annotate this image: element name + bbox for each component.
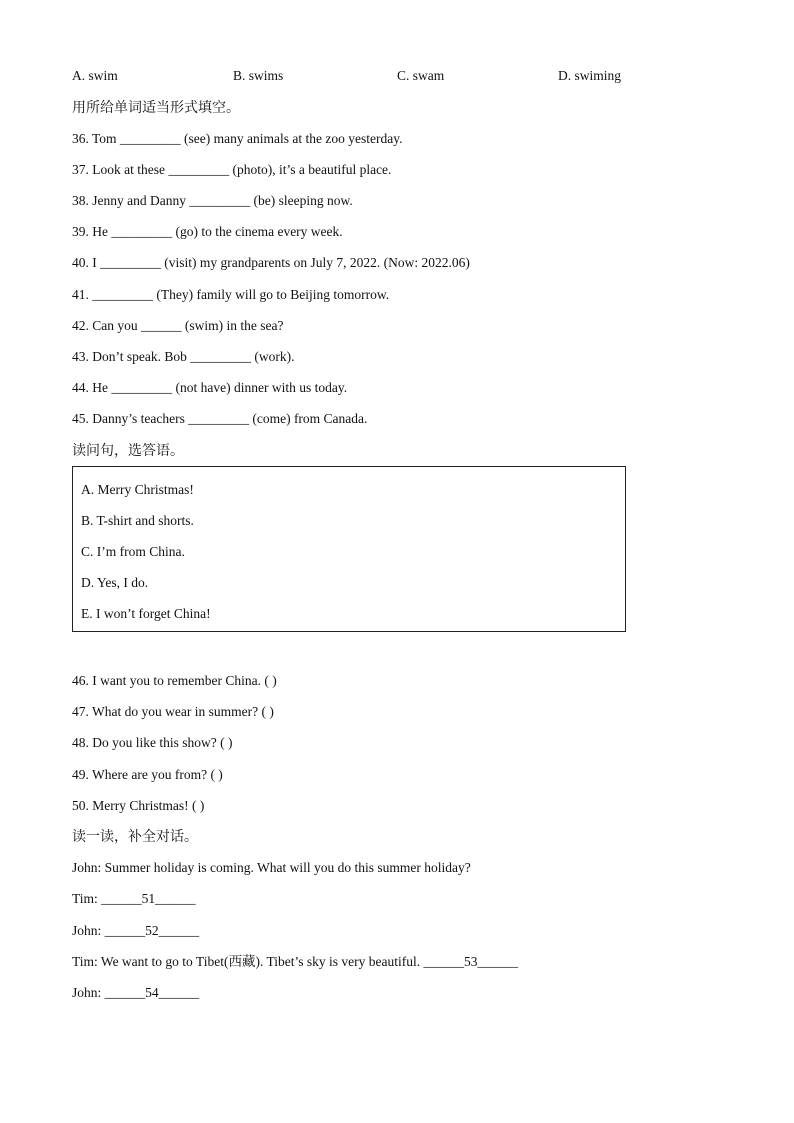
question-48: 48. Do you like this show? ( ) (72, 735, 233, 750)
question-41: 41. _________ (They) family will go to Beijing tomorrow. (72, 287, 390, 302)
option-c: C. swam (397, 68, 445, 83)
dialogue-line-john-54: John: ______54______ (72, 985, 200, 1000)
dialogue-line-tim-53: Tim: We want to go to Tibet(西藏). Tibet’s sky is very beautiful. ______53______ (72, 954, 518, 969)
choice-e: E. I won’t forget China! (81, 606, 211, 621)
question-44: 44. He _________ (not have) dinner with us today. (72, 380, 348, 395)
choice-a: A. Merry Christmas! (81, 482, 194, 497)
question-45: 45. Danny’s teachers _________ (come) from Canada. (72, 411, 368, 426)
choice-d: D. Yes, I do. (81, 575, 149, 590)
option-d: D. swiming (558, 68, 622, 83)
dialogue-line-tim-51: Tim: ______51______ (72, 891, 196, 906)
question-49: 49. Where are you from? ( ) (72, 767, 223, 782)
question-39: 39. He _________ (go) to the cinema every week. (72, 224, 343, 239)
question-36: 36. Tom _________ (see) many animals at the zoo yesterday. (72, 131, 403, 146)
dialogue-line-john-52: John: ______52______ (72, 923, 200, 938)
choice-b: B. T-shirt and shorts. (81, 513, 194, 528)
question-50: 50. Merry Christmas! ( ) (72, 798, 205, 813)
dialogue-line-john-1: John: Summer holiday is coming. What will you do this summer holiday? (72, 860, 471, 875)
answer-choices-box (72, 466, 626, 632)
option-a: A. swim (72, 68, 118, 83)
question-46: 46. I want you to remember China. ( ) (72, 673, 277, 688)
option-b: B. swims (233, 68, 284, 83)
choice-c: C. I’m from China. (81, 544, 185, 559)
section-heading-fill-blank: 用所给单词适当形式填空。 (72, 100, 240, 116)
question-47: 47. What do you wear in summer? ( ) (72, 704, 274, 719)
question-43: 43. Don’t speak. Bob _________ (work). (72, 349, 295, 364)
question-42: 42. Can you ______ (swim) in the sea? (72, 318, 284, 333)
question-38: 38. Jenny and Danny _________ (be) sleeping now. (72, 193, 353, 208)
section-heading-dialogue: 读一读，补全对话。 (72, 829, 198, 845)
question-40: 40. I _________ (visit) my grandparents on July 7, 2022. (Now: 2022.06) (72, 255, 470, 270)
section-heading-choose-answer: 读问句，选答语。 (72, 443, 184, 459)
question-37: 37. Look at these _________ (photo), it’s a beautiful place. (72, 162, 392, 177)
